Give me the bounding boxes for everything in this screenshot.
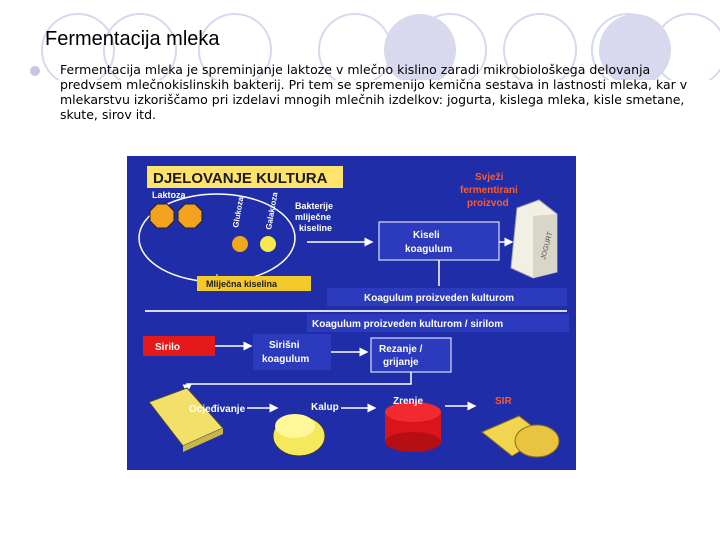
bullet-icon [30, 66, 40, 76]
glukoza-label: Glukoza [231, 196, 246, 229]
culture-diagram [127, 156, 576, 470]
laktoza-octagon-1 [150, 204, 174, 228]
laktoza-label: Laktoza [152, 190, 186, 200]
zrenje-label: Zrenje [393, 396, 424, 407]
svjezi-line-3: proizvod [467, 198, 509, 209]
mlijecna-kiselina-label: Mliječna kiselina [206, 279, 278, 289]
kiseli-line-1: Kiseli [413, 230, 440, 241]
kalup-label: Kalup [311, 402, 339, 413]
sirilo-label: Sirilo [155, 342, 181, 353]
diagram-heading: DJELOVANJE KULTURA [153, 170, 328, 187]
jogurt-label: JOGURT [540, 231, 555, 261]
kiseli-line-2: koagulum [405, 244, 453, 255]
svjezi-line-2: fermentirani [460, 185, 518, 196]
rezanje-line-1: Rezanje / [379, 344, 423, 355]
bakterije-line-1: Bakterije [295, 201, 334, 211]
sirisni-line-2: koagulum [262, 354, 310, 365]
slide-title: Fermentacija mleka [45, 28, 220, 50]
koagulum-kulturom-sirilom-label: Koagulum proizveden kulturom / sirilom [312, 319, 504, 330]
bakterije-line-2: mliječne [295, 212, 332, 222]
sir-label: SIR [495, 396, 512, 407]
laktoza-octagon-2 [178, 204, 202, 228]
ocjedivanje-label: Ocjeđivanje [189, 404, 246, 415]
sirisni-line-1: Sirišni [269, 340, 300, 351]
koagulum-kulturom-label: Koagulum proizveden kulturom [364, 293, 515, 304]
glukoza-ball [232, 236, 248, 252]
galaktoza-label: Galaktoza [264, 191, 280, 231]
rezanje-line-2: grijanje [383, 357, 419, 368]
bakterije-line-3: kiseline [299, 223, 333, 233]
svjezi-line-1: Svježi [475, 172, 504, 183]
galaktoza-ball [260, 236, 276, 252]
bullet-text: Fermentacija mleka je spreminjanje laktoze v mlečno kislino zaradi mikrobiološkega delovanja predvsem mlečnokislinskih bakterij. Pri tem se spremenijo kemična sestava in lastnosti mleka, kar v mlekarstvu izkoriščamo pri izdelavi mnogih mlečnih izdelkov: jogurta, kislega mleka, kisle smetane, skute, sirov itd. [60, 62, 688, 122]
